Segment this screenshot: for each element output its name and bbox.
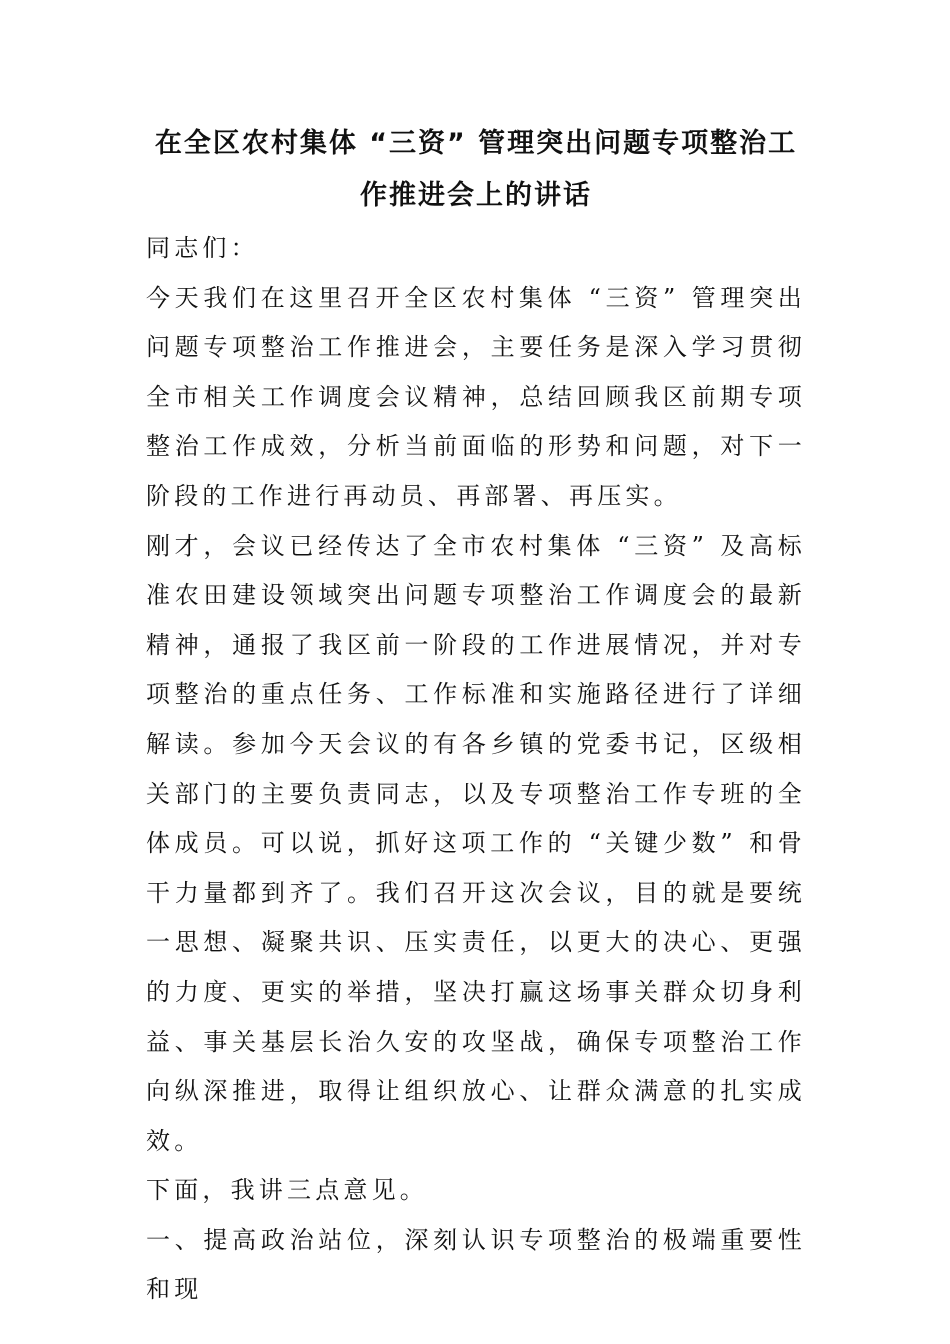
salutation: 同志们： <box>146 234 259 262</box>
paragraph-transition: 下面，我讲三点意见。 <box>146 1176 428 1205</box>
paragraph-context: 刚才，会议已经传达了全市农村集体 “三资” 及高标准农田建设领域突出问题专项整治工作调度会的最新精神，通报了我区前一阶段的工作进展情况，并对专项整治的重点任务、工作标准和实施路径进行了详细解读。参加今天会议的有各乡镇的党委书记，区级相关部门的主要负责同志，以及专项整治工作专班的全体成员。可以说，抓好这项工作的 “关键少数” 和骨干力量都到齐了。我们召开这次会议，目的就是要统一思想、凝聚共识、压实责任，以更大的决心、更强的力度、更实的举措，坚决打赢这场事关群众切身利益、事关基层长治久安的攻坚战，确保专项整治工作向纵深推进，取得让组织放心、让群众满意的扎实成效。 <box>146 531 806 1155</box>
document-body <box>146 224 806 1315</box>
paragraph-opening: 今天我们在这里召开全区农村集体 “三资” 管理突出问题专项整治工作推进会，主要任务是深入学习贯彻全市相关工作调度会议精神，总结回顾我区前期专项整治工作成效，分析当前面临的形势和问题，对下一阶段的工作进行再动员、再部署、再压实。 <box>146 283 806 510</box>
title-line-1: 在全区农村集体 “三资” 管理突出问题专项整治工 <box>154 128 798 159</box>
title-line-2: 作推进会上的讲话 <box>360 180 592 211</box>
section-heading-1: 一、提高政治站位，深刻认识专项整治的极端重要性和现 <box>146 1225 806 1304</box>
document-title <box>146 118 806 222</box>
